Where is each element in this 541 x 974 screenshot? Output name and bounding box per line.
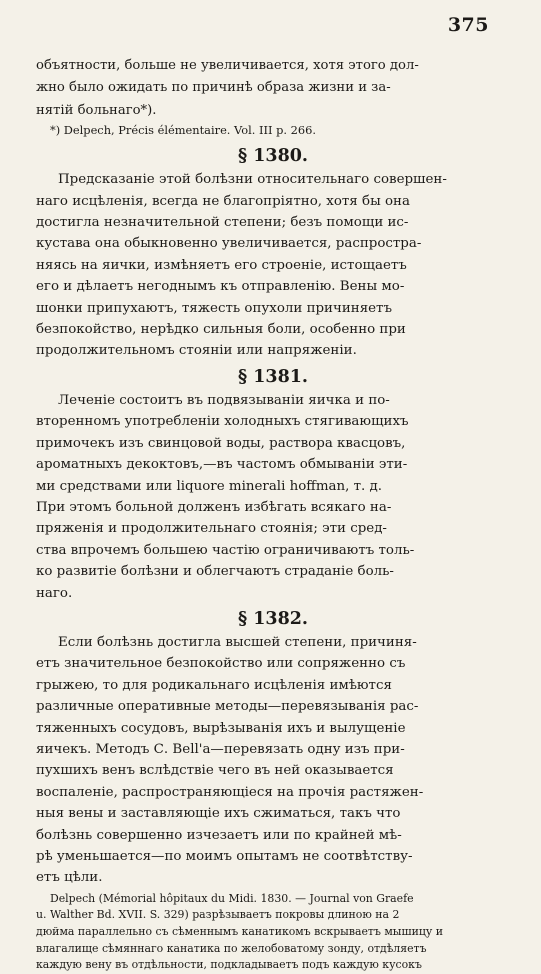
text-line: пряженія и продолжительнаго стоянія; эти сред- [36, 521, 387, 537]
footnote-line: дюйма параллельно съ сѣменнымъ канатикомъ вскрываетъ мышицу и [36, 925, 443, 938]
page-number: 375 [447, 14, 489, 36]
text-line: ароматныхъ декоктовъ,—въ частомъ обмываніи эти- [36, 457, 408, 473]
text-line: яичекъ. Методъ С. Bell'а—перевязать одну изъ при- [36, 741, 405, 757]
footnote-top: *) Delpech, Précis élémentaire. Vol. III p. 266. [50, 123, 316, 138]
text-line: кустава она обыкновенно увеличивается, распростра- [36, 236, 422, 252]
text-line: етъ цѣли. [36, 870, 103, 886]
intro-paragraph [36, 55, 510, 122]
text-line: наго исцѣленія, всегда не благопріятно, хотя бы она [36, 193, 410, 209]
text-line: ныя вены и заставляющіе ихъ сжиматься, такъ что [36, 806, 401, 822]
text-line: болѣзнь совершенно изчезаетъ или по крайней мѣ- [36, 827, 402, 843]
text-line: наго. [36, 585, 73, 601]
text-line: продолжительномъ стояніи или напряженіи. [36, 343, 357, 359]
text-line: Предсказаніе этой болѣзни относительнаго совершен- [58, 172, 447, 188]
section-heading: § 1382. [237, 608, 309, 629]
page-body [36, 55, 510, 974]
text-line: жно было ожидать по причинѣ образа жизни и за- [36, 80, 391, 96]
text-line: При этомъ больной долженъ избѣгать всякаго на- [36, 499, 392, 515]
footnote-bottom [36, 891, 510, 974]
section-1380 [36, 143, 510, 362]
text-line: достигла незначительной степени; безъ помощи ис- [36, 215, 409, 231]
footnote-line: u. Walther Bd. XVII. S. 329) разрѣзываетъ покровы длиною на 2 [36, 908, 400, 922]
text-line: объятности, больше не увеличивается, хотя этого дол- [36, 58, 419, 73]
text-line: няясь на яички, измѣняетъ его строеніе, истощаетъ [36, 257, 407, 273]
text-line: воспаленіе, распространяющіеся на прочія растяжен- [36, 784, 424, 800]
text-line: вторенномъ употребленіи холодныхъ стягивающихъ [36, 414, 409, 430]
section-paragraph [36, 632, 510, 889]
text-line: ко развитіе болѣзни и облегчаютъ страданіе боль- [36, 564, 394, 580]
text-line: пухшихъ венъ вслѣдствіе чего въ ней оказывается [36, 763, 394, 779]
footnote-line: влагалище сѣмяннаго канатика по желобоватому зонду, отдѣляетъ [36, 941, 427, 955]
section-1381 [36, 364, 510, 604]
text-line: безпокойство, нерѣдко сильныя боли, особенно при [36, 322, 406, 338]
text-line: шонки припухаютъ, тяжесть опухоли причиняетъ [36, 300, 392, 316]
section-paragraph [36, 169, 510, 362]
text-line: Леченіе состоитъ въ подвязываніи яичка и по- [58, 392, 390, 408]
text-line: различные оперативные методы—перевязыванія рас- [36, 699, 419, 715]
text-line: нятій больнаго*). [36, 102, 157, 118]
text-line: етъ значительное безпокойство или сопряженно съ [36, 656, 406, 672]
text-line: Если болѣзнь достигла высшей степени, причиня- [58, 634, 417, 650]
text-line: примочекъ изъ свинцовой воды, раствора квасцовъ, [36, 435, 406, 451]
text-line: ми средствами или liquore minerali hoffman, т. д. [36, 478, 383, 494]
text-line: грыжею, то для родикальнаго исцѣленія имѣются [36, 677, 392, 693]
text-line: рѣ уменьшается—по моимъ опытамъ не соотвѣтству- [36, 849, 413, 864]
text-line: его и дѣлаетъ негоднымъ къ отправленію. Вены мо- [36, 279, 405, 295]
section-1382 [36, 606, 510, 889]
footnote-line: каждую вену въ отдѣльности, подкладываетъ подъ каждую кусокъ [36, 958, 422, 972]
text-line: тяженныхъ сосудовъ, вырѣзыванія ихъ и вылущеніе [36, 720, 406, 736]
section-heading: § 1381. [237, 366, 309, 387]
text-line: ства впрочемъ большею частію ограничиваютъ толь- [36, 542, 415, 558]
footnote-line: Delpech (Mémorial hôpitaux du Midi. 1830. — Journal von Graefe [50, 891, 414, 905]
section-heading: § 1380. [237, 146, 309, 167]
section-paragraph [36, 390, 510, 604]
